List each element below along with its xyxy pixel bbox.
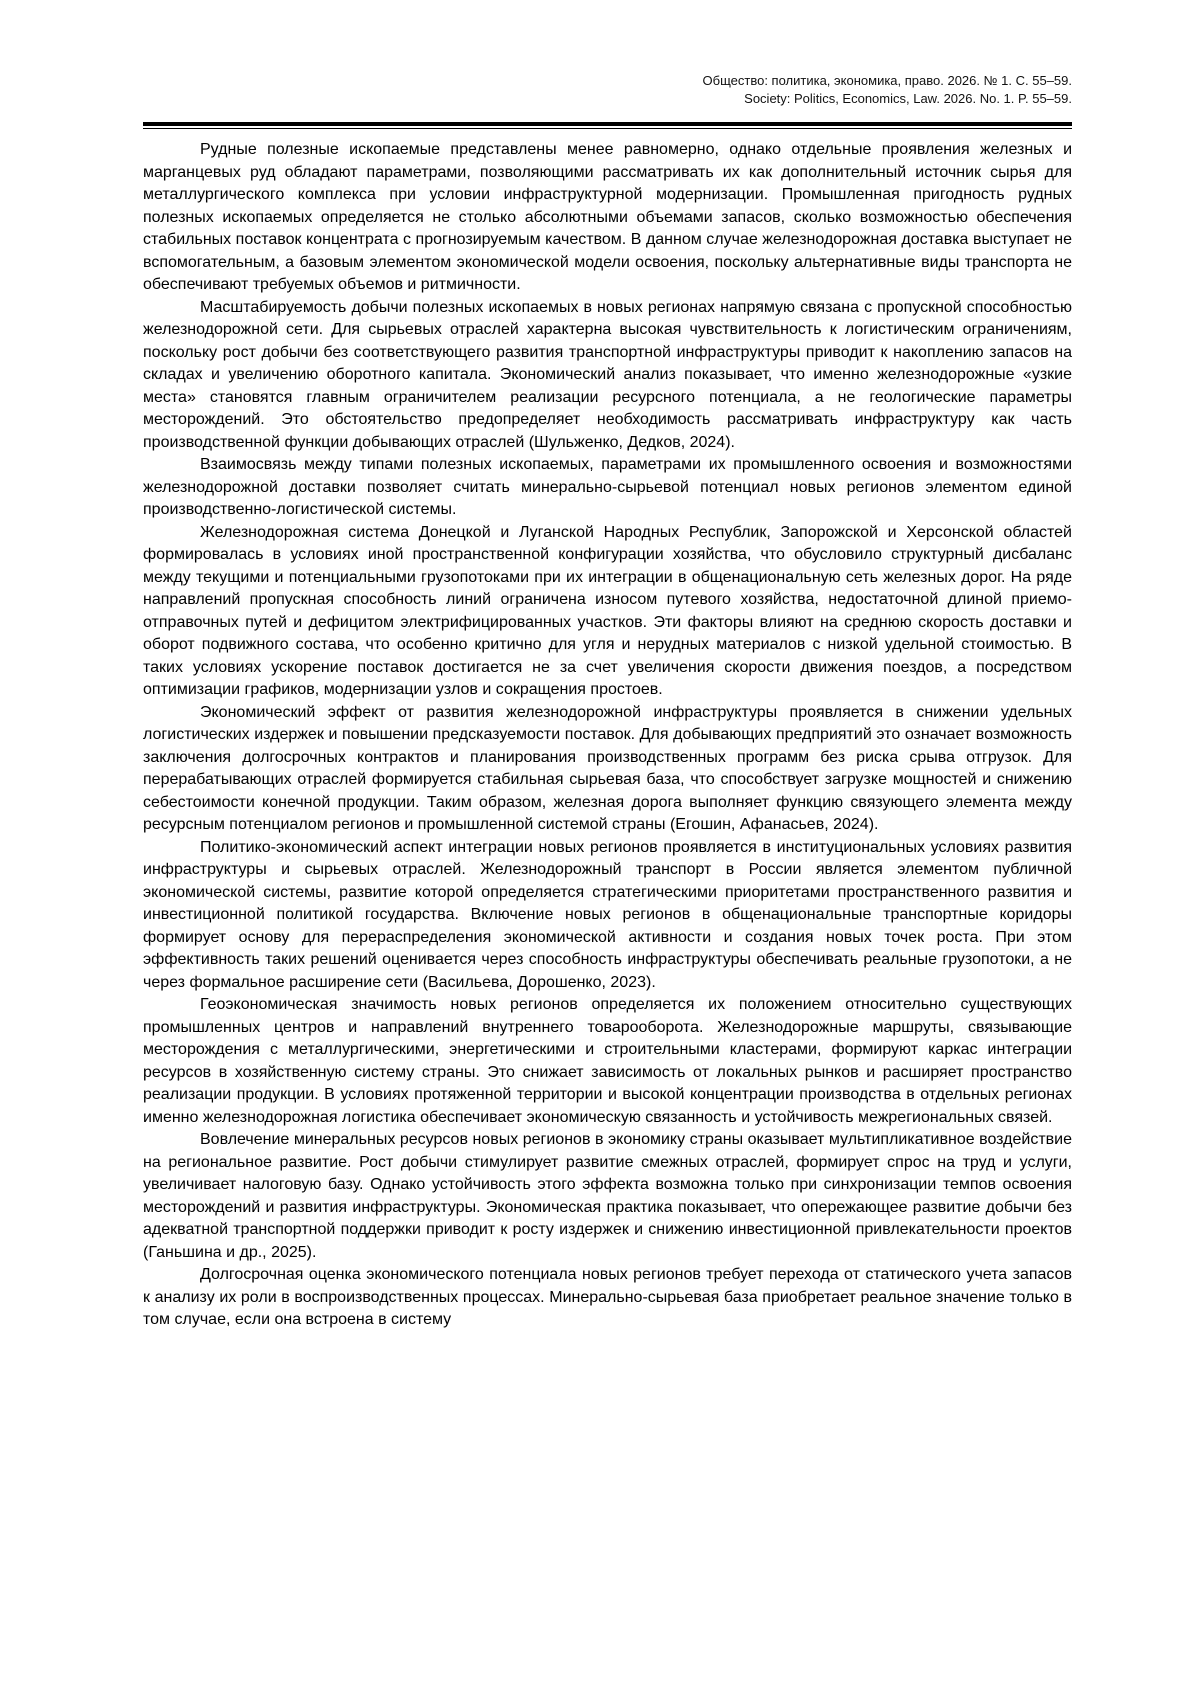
paragraph: Взаимосвязь между типами полезных ископаемых, параметрами их промышленного освоения и возможностями железнодорожной доставки позволяет считать минерально-сырьевой потенциал новых регионов элементом единой производственно-логистической системы. [143, 456, 1072, 518]
article-body [143, 139, 1072, 1332]
running-header [703, 72, 1072, 108]
paragraph: Масштабируемость добычи полезных ископаемых в новых регионах напрямую связана с пропускной способностью железнодорожной сети. Для сырьевых отраслей характерна высокая чувствительность к логистическим ограничениям, поскольку рост добычи без соответствующего развития транспортной инфраструктуры приводит к накоплению запасов на складах и увеличению оборотного капитала. Экономический анализ показывает, что именно железнодорожные «узкие места» становятся главным ограничителем реализации ресурсного потенциала, а не геологические параметры месторождений. Это обстоятельство предопределяет необходимость рассматривать инфраструктуру как часть производственной функции добывающих отраслей (Шульженко, Дедков, 2024). [143, 298, 1072, 451]
paragraph: Геоэкономическая значимость новых регионов определяется их положением относительно существующих промышленных центров и направлений внутреннего товарооборота. Железнодорожные маршруты, связывающие месторождения с металлургическими, энергетическими и строительными кластерами, формируют каркас интеграции ресурсов в хозяйственную систему страны. Это снижает зависимость от локальных рынков и расширяет пространство реализации продукции. В условиях протяженной территории и высокой концентрации производства в отдельных регионах именно железнодорожная логистика обеспечивает экономическую связанность и устойчивость межрегиональных связей. [143, 996, 1072, 1126]
citation-ru: Общество: политика, экономика, право. 2026. № 1. С. 55–59. [702, 73, 1072, 88]
paragraph: Экономический эффект от развития железнодорожной инфраструктуры проявляется в снижении удельных логистических издержек и повышении предсказуемости поставок. Для добывающих предприятий это означает возможность заключения долгосрочных контрактов и планирования производственных программ без риска срыва отгрузок. Для перерабатывающих отраслей формируется стабильная сырьевая база, что способствует загрузке мощностей и снижению себестоимости конечной продукции. Таким образом, железная дорога выполняет функцию связующего элемента между ресурсным потенциалом регионов и промышленной системой страны (Егошин, Афанасьев, 2024). [143, 703, 1072, 833]
header-rule-thin [143, 128, 1072, 129]
paragraph: Политико-экономический аспект интеграции новых регионов проявляется в институциональных условиях развития инфраструктуры и сырьевых отраслей. Железнодорожный транспорт в России является элементом публичной экономической системы, развитие которой определяется стратегическими приоритетами пространственного развития и инвестиционной политикой государства. Включение новых регионов в общенациональные транспортные коридоры формирует основу для перераспределения экономической активности и создания новых точек роста. При этом эффективность таких решений оценивается через способность инфраструктуры обеспечивать реальные грузопотоки, а не через формальное расширение сети (Васильева, Дорошенко, 2023). [143, 838, 1072, 991]
paragraph: Железнодорожная система Донецкой и Луганской Народных Республик, Запорожской и Херсонской областей формировалась в условиях иной пространственной конфигурации хозяйства, что обусловило структурный дисбаланс между текущими и потенциальными грузопотоками при их интеграции в общенациональную сеть железных дорог. На ряде направлений пропускная способность линий ограничена износом путевого хозяйства, недостаточной длиной приемо-отправочных путей и дефицитом электрифицированных участков. Эти факторы влияют на среднюю скорость доставки и оборот подвижного состава, что особенно критично для угля и нерудных материалов с низкой удельной стоимостью. В таких условиях ускорение поставок достигается не за счет увеличения скорости движения поездов, а посредством оптимизации графиков, модернизации узлов и сокращения простоев. [143, 523, 1072, 698]
header-rule [143, 122, 1072, 129]
paragraph: Рудные полезные ископаемые представлены менее равномерно, однако отдельные проявления железных и марганцевых руд обладают параметрами, позволяющими рассматривать их как дополнительный источник сырья для металлургического комплекса при условии инфраструктурной модернизации. Промышленная пригодность рудных полезных ископаемых определяется не столько абсолютными объемами запасов, сколько возможностью обеспечения стабильных поставок концентрата с прогнозируемым качеством. В данном случае железнодорожная доставка выступает не вспомогательным, а базовым элементом экономической модели освоения, поскольку альтернативные виды транспорта не обеспечивают требуемых объемов и ритмичности. [143, 141, 1072, 293]
paragraph: Вовлечение минеральных ресурсов новых регионов в экономику страны оказывает мультипликативное воздействие на региональное развитие. Рост добычи стимулирует развитие смежных отраслей, формирует спрос на труд и услуги, увеличивает налоговую базу. Однако устойчивость этого эффекта возможна только при синхронизации темпов освоения месторождений и развития инфраструктуры. Экономическая практика показывает, что опережающее развитие добычи без адекватной транспортной поддержки приводит к росту издержек и снижению инвестиционной привлекательности проектов (Ганьшина и др., 2025). [143, 1131, 1072, 1261]
citation-en: Society: Politics, Economics, Law. 2026. No. 1. P. 55–59. [744, 91, 1072, 106]
paragraph: Долгосрочная оценка экономического потенциала новых регионов требует перехода от статического учета запасов к анализу их роли в воспроизводственных процессах. Минерально-сырьевая база приобретает реальное значение только в том случае, если она встроена в систему [143, 1266, 1072, 1328]
header-rule-thick [143, 122, 1072, 126]
